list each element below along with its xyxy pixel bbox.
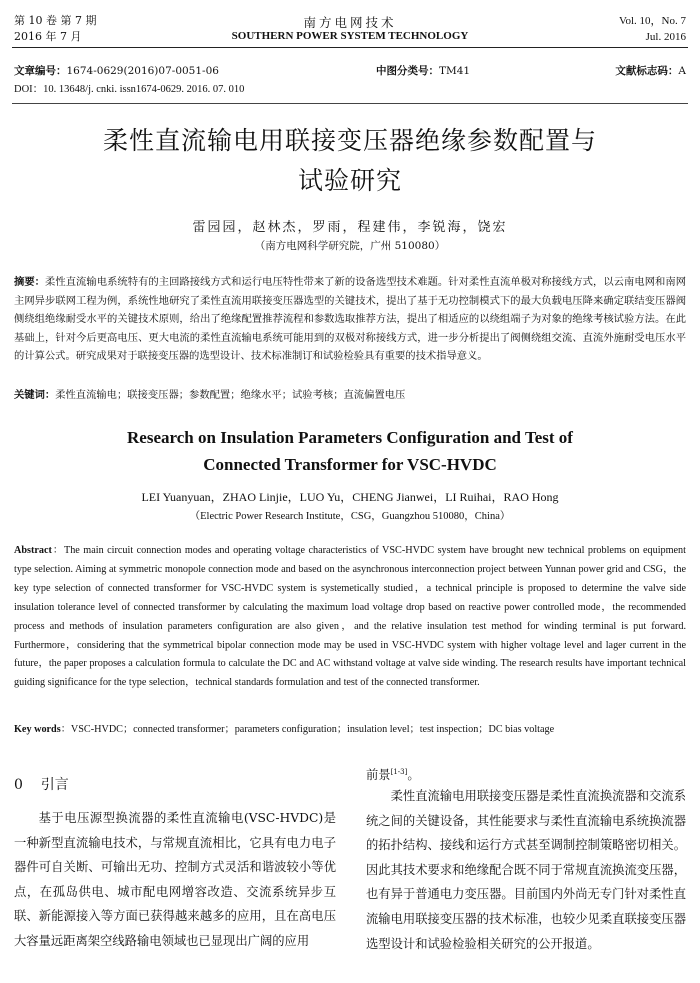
section-number: 0 [14, 777, 23, 793]
continuation-text: 前景 [366, 768, 391, 783]
continuation-end: 。 [407, 768, 420, 783]
keywords-en-label: Key words [14, 724, 61, 735]
title-cn-line2: 试验研究 [297, 166, 402, 195]
keywords-en [14, 721, 686, 740]
abstract-cn-text: 柔性直流输电系统特有的主回路接线方式和运行电压特性带来了新的设备选型技术难题。针对柔性直流单极对称接线方式，以云南电网和南网主网异步联网工程为例，系统性地研究了柔性直流用联接变压器选型的关键技术，提出了基于无功控制模式下的最大负载电压降来确定联结变压器阀侧绕组绝缘耐受水平的关键技术原则，给出了绝缘配置推荐流程和参数选取推荐方法，提出了相适应的以绕组端子为对象的绝缘考核试验方法。在此基础上，针对今后更高电压、更大电流的柔性直流输电系统可能用到的双极对称接线方式，进一步分析提出了阀侧绕组交流、直流外施耐受电压水平的计算公式。研究成果对于联接变压器的选型设计、技术标准制订和试验检验具有重要的技术指导意义。 [14, 276, 687, 362]
doi-link[interactable]: 10. 13648/j. cnki. issn1674-0629. 2016. 07. 010 [43, 84, 245, 95]
document-code-label: 文献标志码： [615, 65, 679, 77]
abstract-cn-label: 摘要： [14, 276, 46, 288]
keywords-en-text: ：VSC-HVDC；connected transformer；parameters configuration；insulation level；test inspection；DC bias voltage [60, 724, 555, 735]
abstract-en [14, 542, 686, 693]
affiliation-cn: （南方电网科学研究院，广州 510080） [254, 240, 446, 252]
journal-title-en: SOUTHERN POWER SYSTEM TECHNOLOGY [231, 30, 469, 42]
clc-value: TM41 [439, 65, 471, 77]
article-number [14, 64, 219, 78]
abstract-cn [14, 273, 686, 366]
abstract-en-text: ：The main circuit connection modes and operating voltage characteristics of VSC-HVDC system have brought new technical problems on equipment type selection. Aiming at symmetric monopole connection mode and based on the asynchronous interconnection project between Yunnan power grid and CSG，the key type selection of connected transformer for VSC-HVDC system is systemetically studied，a technical principle is proposed to determine the valve side insulation tolerance level of connected transformer by calculating the maximum load voltage drop based on reactive power controlled mode，the recommended process and methods of insulation parameters configuration are also given，and the relative insulation test method for winding terminal is put forward. Furthermore，considering that the symmetrical bipolar connection mode may be used in VSC-HVDC system with higher voltage level and lager current in the future，the paper proposes a calculation formula to calculate the DC and AC withstand voltage at valve side winding. The research results have important technical guiding significance for the type selection，technical standards formulation and test of the connected transformer. [14, 545, 686, 689]
clc-number [376, 64, 470, 78]
header-date-en: Jul. 2016 [645, 31, 686, 43]
document-code-value: A [678, 65, 686, 77]
meta-rule [12, 103, 688, 104]
citation-1-3[interactable]: [1-3] [390, 768, 408, 776]
affiliation-en: （Electric Power Research Institute，CSG，Guangzhou 510080，China） [189, 511, 511, 522]
header-vol-en: Vol. 10，No. 7 [618, 15, 686, 27]
intro-paragraph-1: 基于电压源型换流器的柔性直流输电(VSC-HVDC)是一种新型直流输电技术，与常规直流相比，它具有电力电子器件可自关断、可输出无功、控制方式灵活和谐波较小等优点，在孤岛供电、城市配电网增容改造、交流系统异步互联、新能源接入等方面已获得越来越多的应用，且在高电压大容量远距离架空线路输电领域也已显现出广阔的应用 [14, 811, 336, 948]
title-en-line1: Research on Insulation Parameters Configuration and Test of [127, 428, 573, 447]
journal-title-cn: 南方电网技术 [303, 15, 397, 30]
article-number-label: 文章编号： [14, 65, 67, 77]
keywords-cn-text: 柔性直流输电；联接变压器；参数配置；绝缘水平；试验考核；直流偏置电压 [55, 389, 406, 401]
intro-paragraph-2: 柔性直流输电用联接变压器是柔性直流换流器和交流系统之间的关键设备，其性能要求与柔性直流输电系统换流器的拓扑结构、接线和运行方式甚至调制控制策略密切相关。因此其技术要求和绝缘配合既不同于常规直流换流变压器，也有异于普通电力变压器。目前国内外尚无专门针对柔性直流输电用联接变压器的技术标准，也较少见柔直联接变压器选型设计和试验检验相关研究的公开报道。 [366, 789, 686, 951]
doi [14, 83, 244, 97]
article-number-value: 1674-0629(2016)07-0051-06 [66, 65, 219, 77]
header-date: 2016 年 7 月 [14, 30, 82, 43]
keywords-cn-label: 关键词： [14, 389, 56, 401]
document-code [615, 64, 686, 78]
abstract-en-label: Abstract [14, 545, 52, 556]
title-cn-line1: 柔性直流输电用联接变压器绝缘参数配置与 [102, 126, 597, 155]
clc-label: 中图分类号： [376, 65, 439, 77]
authors-cn: 雷园园，赵林杰，罗雨，程建伟，李锐海，饶宏 [192, 220, 508, 235]
header-volume: 第 10 卷 第 7 期 [14, 14, 97, 27]
authors-en: LEI Yuanyuan，ZHAO Linjie，LUO Yu，CHENG Jianwei，LI Ruihai，RAO Hong [141, 490, 559, 504]
section-title: 引言 [40, 777, 69, 793]
header-rule [12, 47, 688, 48]
doi-label: DOI： [14, 84, 44, 95]
section-heading [14, 774, 69, 794]
keywords-cn [14, 386, 686, 405]
title-en-line2: Connected Transformer for VSC-HVDC [203, 455, 497, 474]
